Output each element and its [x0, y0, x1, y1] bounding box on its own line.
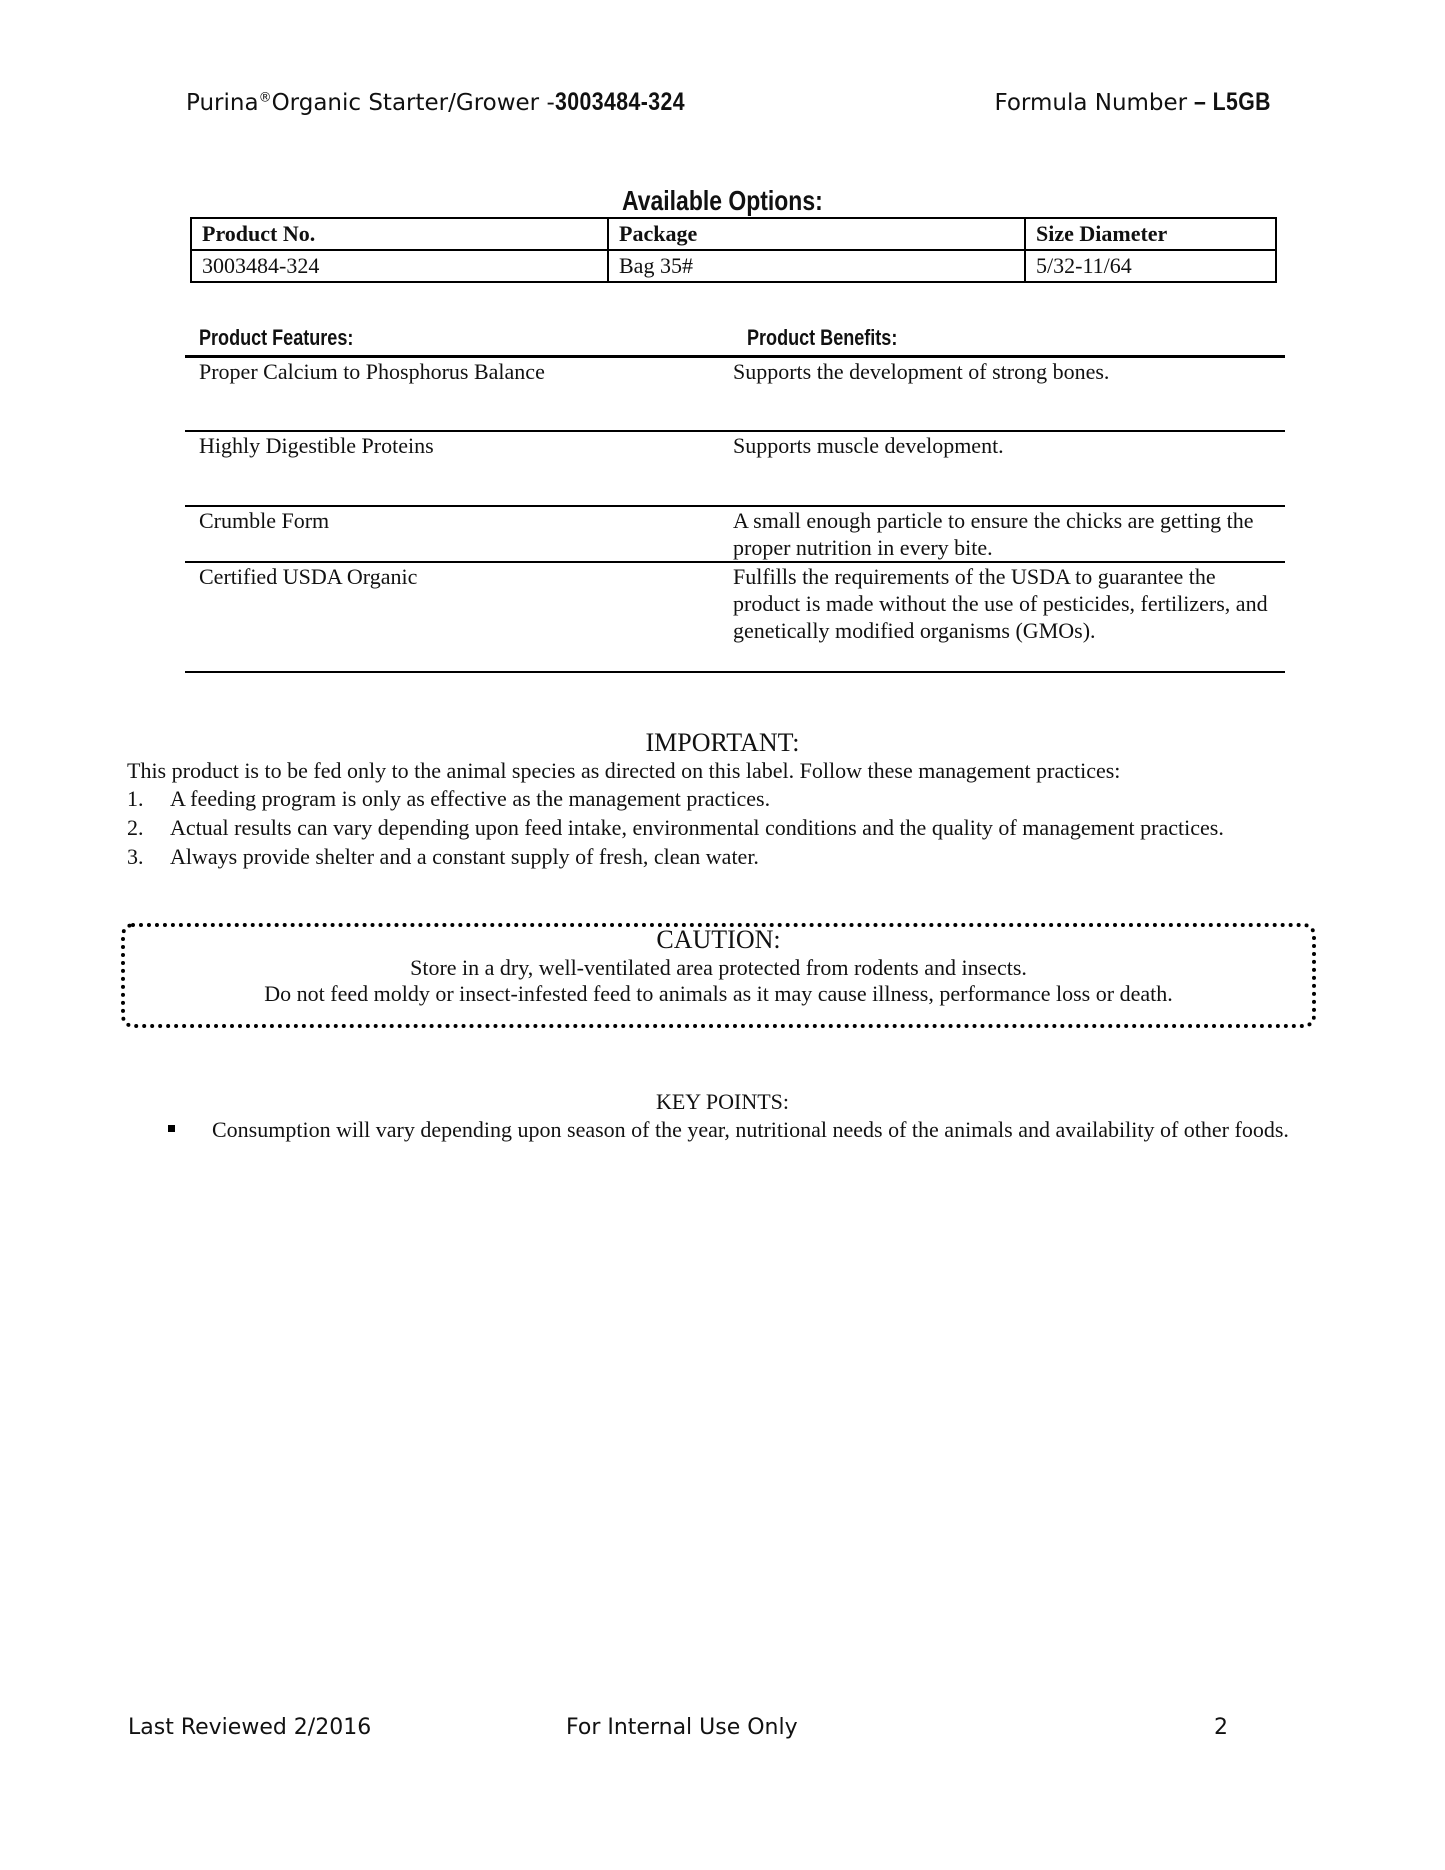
feature-row — [185, 432, 1285, 507]
options-col-header: Product No. — [191, 218, 608, 250]
benefit-text: Supports muscle development. — [733, 433, 1004, 458]
list-item — [127, 786, 770, 812]
important-title: IMPORTANT: — [645, 728, 800, 757]
list-number: 1. — [127, 786, 144, 811]
options-title: Available Options: — [622, 185, 823, 216]
feature-text: Crumble Form — [199, 508, 330, 533]
product-code: 3003484-324 — [554, 88, 685, 116]
caution-title: CAUTION: — [656, 925, 781, 954]
options-table — [190, 217, 1277, 283]
features-table — [185, 325, 1285, 673]
feature-text: Certified USDA Organic — [199, 564, 418, 589]
feature-text: Proper Calcium to Phosphorus Balance — [199, 359, 545, 384]
header-formula — [994, 88, 1285, 117]
table-cell: 5/32-11/64 — [1025, 250, 1276, 282]
table-row — [191, 250, 1276, 282]
benefit-text: Fulfills the requirements of the USDA to guarantee the product is made without the use of pesticides, fertilizers, and genetically modified organisms (GMOs). — [733, 564, 1268, 643]
key-points-title: KEY POINTS: — [655, 1089, 790, 1114]
list-item — [127, 815, 1224, 841]
features-header — [185, 325, 1285, 358]
table-cell: Bag 35# — [608, 250, 1025, 282]
list-item — [168, 1116, 1308, 1143]
footer-internal: For Internal Use Only — [566, 1715, 798, 1740]
feature-row — [185, 507, 1285, 563]
list-number: 2. — [127, 815, 144, 840]
header-product — [186, 88, 708, 117]
features-col-title: Product Features: — [199, 325, 354, 350]
formula-label: Formula Number — [994, 90, 1188, 116]
list-text: Actual results can vary depending upon feed intake, environmental conditions and the quality of management practices. — [170, 815, 1224, 840]
list-text: A feeding program is only as effective as the management practices. — [170, 786, 771, 811]
caution-line: Store in a dry, well-ventilated area protected from rodents and insects. — [410, 955, 1027, 980]
list-item — [127, 844, 759, 870]
key-point-text: Consumption will vary depending upon season of the year, nutritional needs of the animals and availability of other foods. — [212, 1117, 1289, 1142]
feature-text: Highly Digestible Proteins — [199, 433, 434, 458]
benefits-col-title: Product Benefits: — [747, 325, 898, 350]
table-cell: 3003484-324 — [191, 250, 608, 282]
options-col-header: Size Diameter — [1025, 218, 1276, 250]
registered-mark: ® — [258, 90, 272, 106]
page-number: 2 — [1214, 1715, 1228, 1740]
footer-reviewed: Last Reviewed 2/2016 — [128, 1715, 372, 1740]
caution-box — [121, 923, 1316, 1028]
brand-name: Purina — [186, 90, 259, 116]
product-name: Organic Starter/Grower - — [271, 90, 555, 116]
bullet-icon — [168, 1125, 175, 1132]
options-header-row — [191, 218, 1276, 250]
list-text: Always provide shelter and a constant supply of fresh, clean water. — [170, 844, 759, 869]
caution-line: Do not feed moldy or insect-infested feed to animals as it may cause illness, performance loss or death. — [264, 981, 1173, 1006]
benefit-text: A small enough particle to ensure the chicks are getting the proper nutrition in every bite. — [733, 508, 1254, 560]
list-number: 3. — [127, 844, 144, 869]
options-col-header: Package — [608, 218, 1025, 250]
important-intro: This product is to be fed only to the animal species as directed on this label. Follow these management practices: — [127, 758, 1121, 783]
benefit-text: Supports the development of strong bones. — [733, 359, 1110, 384]
formula-code: – L5GB — [1194, 88, 1272, 116]
feature-row — [185, 563, 1285, 673]
feature-row — [185, 358, 1285, 432]
options-title-wrap — [0, 185, 1445, 218]
